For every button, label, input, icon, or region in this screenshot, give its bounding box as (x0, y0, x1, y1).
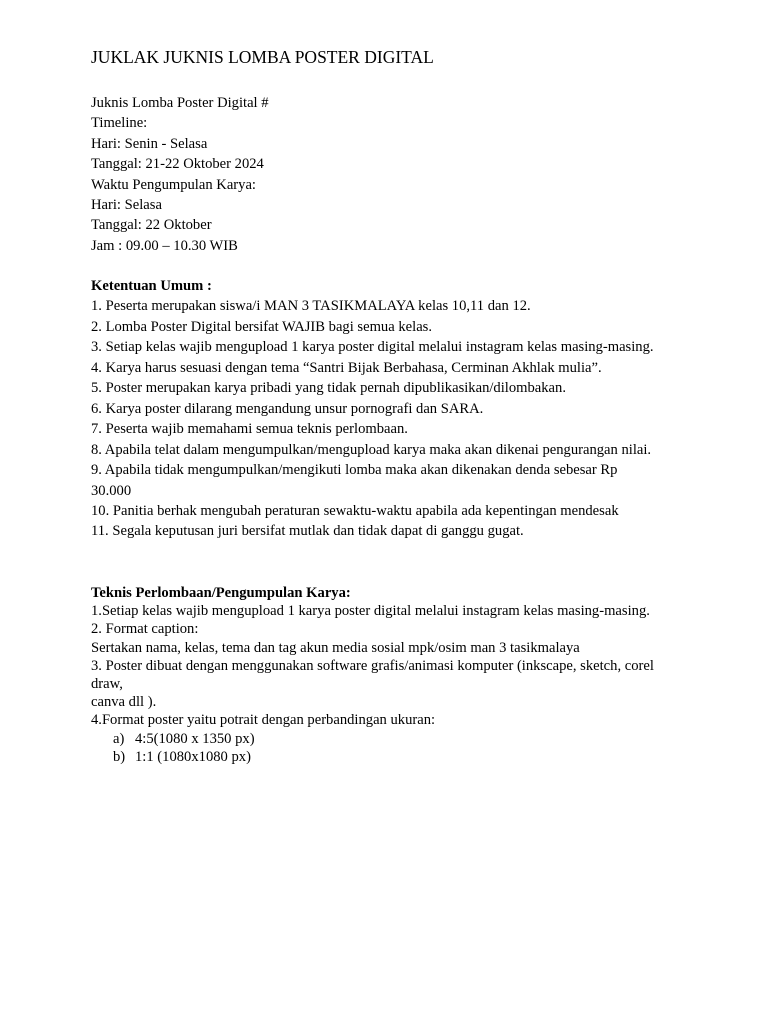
timeline-line: Hari: Selasa (91, 197, 162, 214)
timeline-line: Tanggal: 22 Oktober (91, 217, 212, 234)
rule-line: 10. Panitia berhak mengubah peraturan sewaktu-waktu apabila ada kepentingan mendesak (91, 502, 619, 519)
timeline-line: Juknis Lomba Poster Digital # (91, 95, 269, 111)
format-size-text: 4:5(1080 x 1350 px) (135, 730, 255, 747)
teknis-line: 3. Poster dibuat dengan menggunakan software grafis/animasi komputer (inkscape, sketch, corel (91, 657, 654, 674)
teknis-line: 2. Format caption: (91, 621, 199, 638)
teknis-line: 4.Format poster yaitu potrait dengan perbandingan ukuran: (91, 712, 436, 729)
ketentuan-umum-section (91, 276, 654, 542)
rule-line: 1. Peserta merupakan siswa/i MAN 3 TASIKMALAYA kelas 10,11 dan 12. (91, 298, 531, 315)
document-title: JUKLAK JUKNIS LOMBA POSTER DIGITAL (91, 47, 434, 67)
format-size-item (91, 748, 654, 766)
rule-line: 11. Segala keputusan juri bersifat mutlak dan tidak dapat di ganggu gugat. (91, 523, 524, 540)
rule-line: 30.000 (91, 482, 132, 499)
teknis-line: Sertakan nama, kelas, tema dan tag akun media sosial mpk/osim man 3 tasikmalaya (91, 639, 580, 656)
teknis-heading: Teknis Perlombaan/Pengumpulan Karya: (91, 585, 351, 601)
timeline-line: Tanggal: 21-22 Oktober 2024 (91, 156, 264, 173)
rule-line: 9. Apabila tidak mengumpulkan/mengikuti lomba maka akan dikenakan denda sebesar Rp (91, 462, 618, 479)
format-size-item (91, 730, 654, 748)
format-size-text: 1:1 (1080x1080 px) (135, 748, 251, 765)
rule-line: 3. Setiap kelas wajib mengupload 1 karya poster digital melalui instagram kelas masing-masing. (91, 339, 654, 356)
teknis-line: draw, (91, 676, 123, 693)
teknis-line: 1.Setiap kelas wajib mengupload 1 karya poster digital melalui instagram kelas masing-masing. (91, 603, 650, 620)
teknis-section (91, 584, 654, 766)
teknis-line: canva dll ). (91, 694, 157, 711)
ketentuan-umum-heading: Ketentuan Umum : (91, 278, 212, 294)
rule-line: 4. Karya harus sesuasi dengan tema “Santri Bijak Berbahasa, Cerminan Akhlak mulia”. (91, 359, 602, 376)
list-marker: a) (113, 730, 125, 747)
timeline-line: Jam : 09.00 – 10.30 WIB (91, 237, 238, 254)
rule-line: 5. Poster merupakan karya pribadi yang tidak pernah dipublikasikan/dilombakan. (91, 380, 566, 397)
timeline-line: Waktu Pengumpulan Karya: (91, 176, 256, 193)
rule-line: 6. Karya poster dilarang mengandung unsur pornografi dan SARA. (91, 400, 484, 417)
timeline-section (91, 93, 269, 256)
timeline-line: Timeline: (91, 115, 148, 132)
rule-line: 2. Lomba Poster Digital bersifat WAJIB bagi semua kelas. (91, 318, 432, 335)
timeline-line: Hari: Senin - Selasa (91, 135, 208, 152)
list-marker: b) (113, 748, 126, 765)
rule-line: 7. Peserta wajib memahami semua teknis perlombaan. (91, 421, 408, 438)
rule-line: 8. Apabila telat dalam mengumpulkan/mengupload karya maka akan dikenai pengurangan nilai. (91, 441, 652, 458)
